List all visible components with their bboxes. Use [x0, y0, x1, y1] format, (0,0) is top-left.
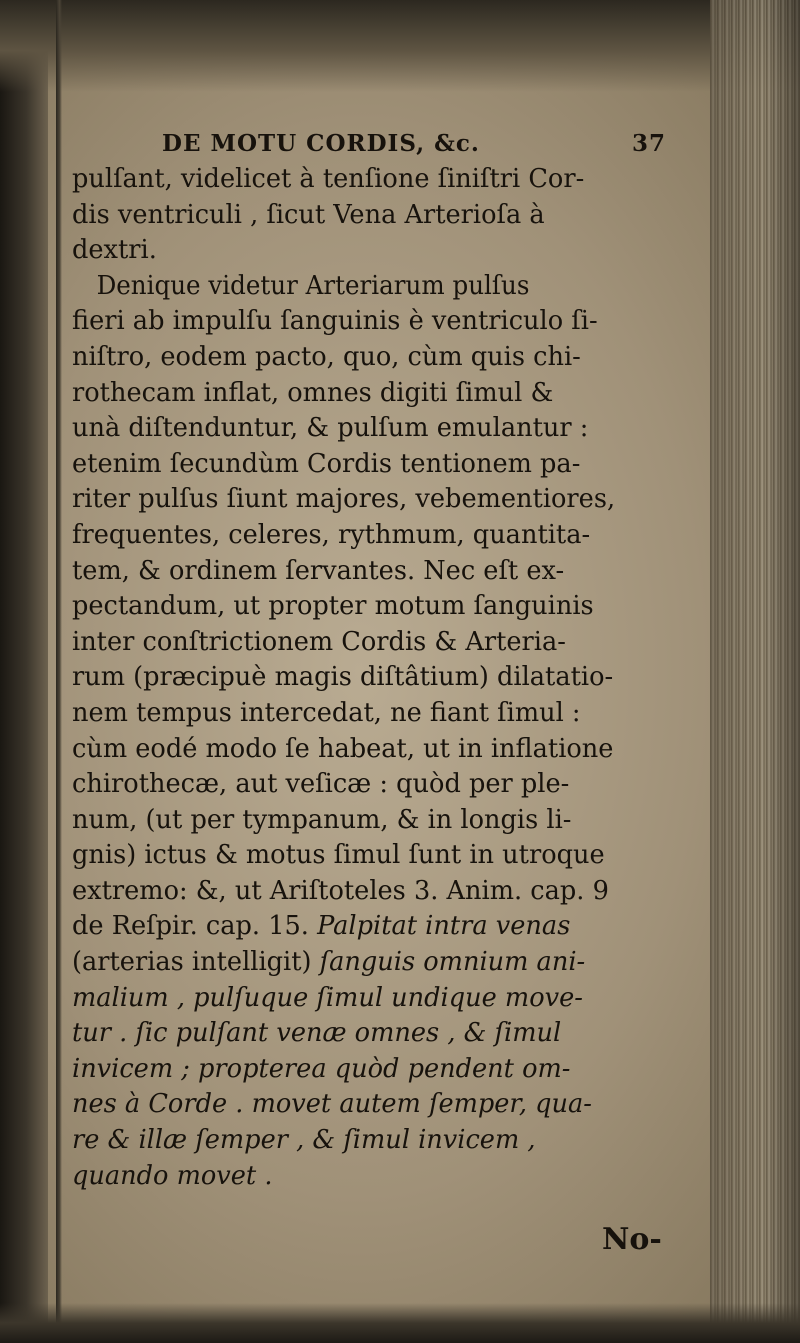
catchword: No-: [602, 1222, 662, 1257]
text-line: quando movet .: [72, 1160, 273, 1191]
text-line: unà diſtenduntur, & pulſum emulantur :: [72, 413, 589, 444]
text-line: cùm eodé modo ſe habeat, ut in inflatione: [72, 733, 614, 764]
text-line-italic: ſanguis omnium ani-: [319, 947, 586, 978]
text-line: inter conſtrictionem Cordis & Arteria-: [72, 626, 566, 657]
text-line: rum (præcipuè magis diſtâtium) dilatatio-: [72, 662, 614, 693]
text-line: riter pulſus ſiunt majores, vebementiores,: [72, 484, 616, 515]
running-head-title: DE MOTU CORDIS, &c.: [162, 130, 480, 157]
page-edges-stack: [710, 0, 800, 1343]
text-line: re & illæ ſemper , & ſimul invicem ,: [72, 1125, 536, 1156]
bottom-edge-shadow: [0, 1303, 800, 1343]
text-line: gnis) ictus & motus ſimul ſunt in utroque: [72, 840, 605, 871]
text-line: nem tempus intercedat, ne fiant ſimul :: [72, 697, 581, 728]
text-line: tem, & ordinem ſervantes. Nec eſt ex-: [72, 555, 565, 586]
text-line: niſtro, eodem pacto, quo, cùm quis chi-: [72, 341, 581, 372]
text-line: Denique videtur Arteriarum pulſus: [96, 270, 530, 301]
text-line-roman: de Reſpir. cap. 15.: [72, 911, 318, 942]
text-line-roman: (arterias intelligit): [72, 947, 320, 978]
text-line-italic: Palpitat intra venas: [317, 911, 571, 942]
running-head: [162, 130, 667, 157]
page-number: 37: [632, 130, 667, 157]
text-line: invicem ; propterea quòd pendent om-: [72, 1053, 571, 1084]
text-line: malium , pulſuque ſimul undique move-: [72, 982, 583, 1013]
text-line: extremo: &, ut Ariſtoteles 3. Anim. cap. 9: [72, 875, 609, 906]
text-line: dis ventriculi , ſicut Vena Arterioſa à: [72, 199, 545, 230]
text-line: etenim ſecundùm Cordis tentionem pa-: [72, 448, 581, 479]
text-line: fieri ab impulſu ſanguinis è ventriculo ſi-: [72, 306, 598, 337]
text-line: chirothecæ, aut veſicæ : quòd per ple-: [72, 769, 570, 800]
text-line: tur . ſic pulſant venæ omnes , & ſimul: [72, 1018, 562, 1049]
text-line: num, (ut per tympanum, & in longis li-: [72, 804, 572, 835]
text-line: rothecam inflat, omnes digiti ſimul &: [72, 377, 554, 408]
text-line: nes à Corde . movet autem ſemper, qua-: [72, 1089, 592, 1120]
text-line: [72, 945, 712, 981]
text-line: [72, 909, 712, 945]
left-gutter-shadow: [0, 0, 48, 1343]
text-line: pectandum, ut propter motum ſanguinis: [72, 591, 594, 622]
page-text-block: [62, 0, 722, 1343]
text-line: frequentes, celeres, rythmum, quantita-: [72, 519, 591, 550]
body-text: [72, 162, 722, 1194]
text-line: dextri.: [72, 235, 157, 266]
text-line: pulſant, videlicet à tenſione ſiniſtri Cor-: [72, 164, 585, 194]
